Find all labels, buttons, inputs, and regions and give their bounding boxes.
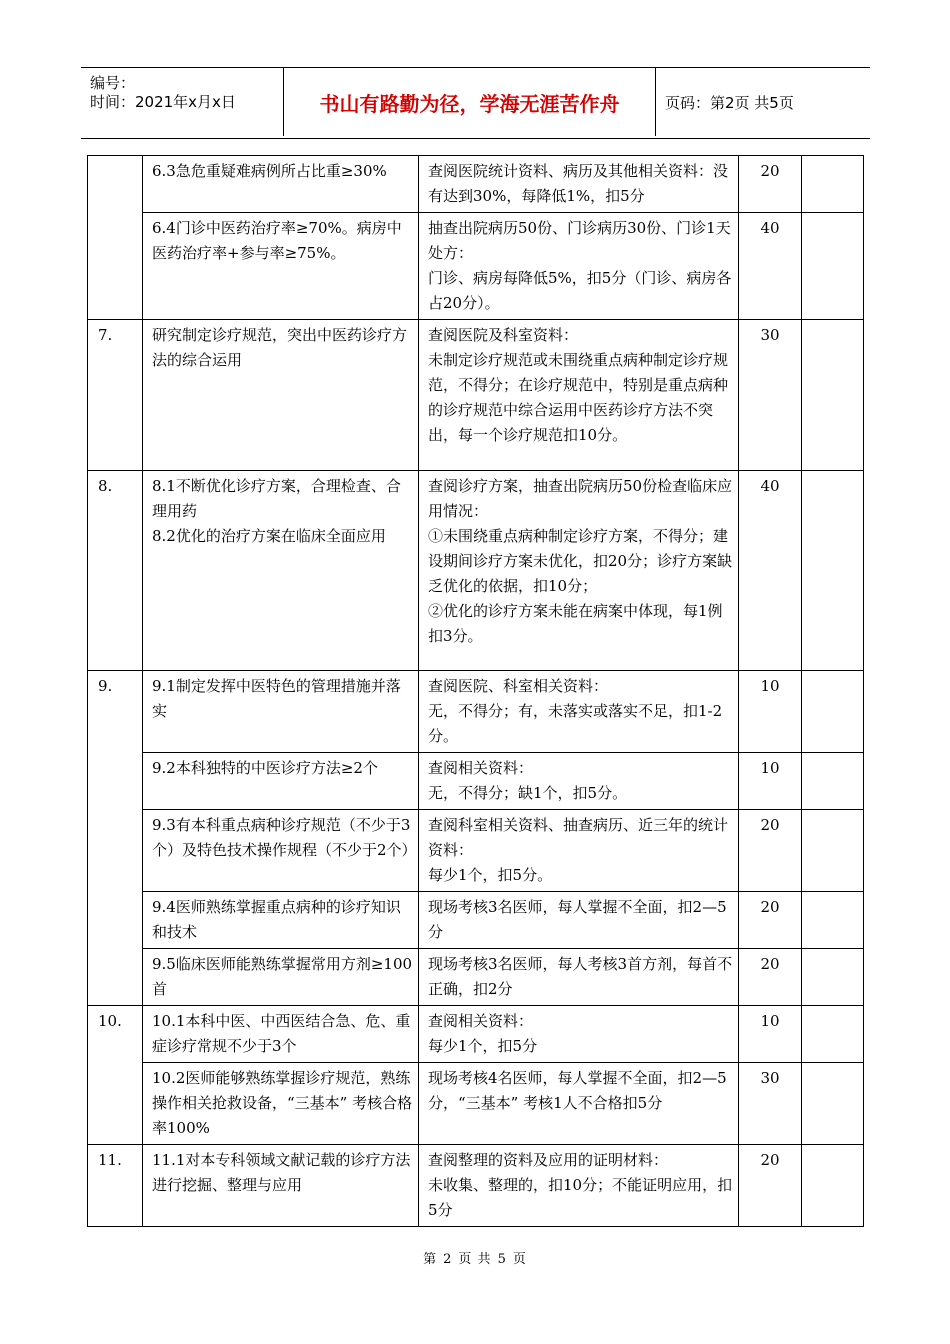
table-row	[88, 753, 864, 810]
method-line: ②优化的诊疗方案未能在病案中体现，每1例扣3分。	[428, 602, 723, 645]
date-label: 时间：2021年x月x日	[90, 93, 236, 111]
actual-score-cell	[802, 753, 864, 810]
method-line: 门诊、病房每降低5%，扣5分（门诊、病房各占20分）。	[428, 269, 732, 312]
score-cell: 40	[739, 471, 802, 671]
footer-current-page: 2	[443, 1252, 453, 1267]
row-number	[88, 156, 143, 320]
table-row	[88, 949, 864, 1006]
method-line: 未收集、整理的，扣10分；不能证明应用，扣5分	[428, 1176, 733, 1219]
table-row	[88, 213, 864, 320]
method-cell	[419, 471, 739, 671]
method-cell	[419, 753, 739, 810]
row-number: 10.	[88, 1006, 143, 1145]
header-page-info: 页码：第2页 共5页	[665, 93, 794, 112]
row-number: 7.	[88, 320, 143, 471]
footer-prefix: 第	[423, 1252, 438, 1267]
page-footer	[0, 1248, 950, 1267]
method-cell	[419, 320, 739, 471]
criterion-cell: 9.1制定发挥中医特色的管理措施并落实	[143, 671, 419, 753]
criterion-cell	[143, 471, 419, 671]
row-number: 9.	[88, 671, 143, 1006]
table-row	[88, 320, 864, 471]
score-cell: 10	[739, 1006, 802, 1063]
method-line: 查阅医院、科室相关资料：	[428, 677, 609, 695]
method-line: ①未围绕重点病种制定诊疗方案，不得分；建设期间诊疗方案未优化，扣20分；诊疗方案缺乏优化的依据，扣10分；	[428, 527, 733, 595]
actual-score-cell	[802, 156, 864, 213]
row-number: 11.	[88, 1145, 143, 1227]
method-line: 未制定诊疗规范或未围绕重点病种制定诊疗规范，不得分；在诊疗规范中，特别是重点病种的诊疗规范中综合运用中医药诊疗方法不突出，每一个诊疗规范扣10分。	[428, 351, 729, 444]
page-header	[81, 67, 870, 139]
score-cell: 20	[739, 892, 802, 949]
method-cell: 现场考核3名医师，每人掌握不全面，扣2—5分	[419, 892, 739, 949]
score-cell: 20	[739, 1145, 802, 1227]
method-line: 查阅科室相关资料、抽查病历、近三年的统计资料：	[428, 816, 729, 859]
row-number: 8.	[88, 471, 143, 671]
criterion-cell: 9.3有本科重点病种诊疗规范（不少于3个）及特色技术操作规程（不少于2个）	[143, 810, 419, 892]
actual-score-cell	[802, 1006, 864, 1063]
actual-score-cell	[802, 949, 864, 1006]
method-line: 查阅诊疗方案，抽查出院病历50份检查临床应用情况：	[428, 477, 733, 520]
actual-score-cell	[802, 1063, 864, 1145]
footer-suffix: 页	[512, 1252, 527, 1267]
actual-score-cell	[802, 1145, 864, 1227]
score-cell: 30	[739, 320, 802, 471]
criterion-cell: 11.1对本专科领域文献记载的诊疗方法进行挖掘、整理与应用	[143, 1145, 419, 1227]
method-line: 查阅医院及科室资料：	[428, 326, 579, 344]
table-row	[88, 671, 864, 753]
method-line: 无，不得分；缺1个，扣5分。	[428, 784, 628, 802]
table-row	[88, 1145, 864, 1227]
criterion-cell: 9.4医师熟练掌握重点病种的诊疗知识和技术	[143, 892, 419, 949]
method-cell	[419, 810, 739, 892]
actual-score-cell	[802, 213, 864, 320]
criterion-cell: 10.1本科中医、中西医结合急、危、重症诊疗常规不少于3个	[143, 1006, 419, 1063]
table-row	[88, 892, 864, 949]
footer-total-pages: 5	[497, 1252, 507, 1267]
method-cell	[419, 1145, 739, 1227]
method-line: 每少1个，扣5分。	[428, 866, 553, 884]
score-cell: 20	[739, 949, 802, 1006]
score-cell: 20	[739, 810, 802, 892]
score-cell: 20	[739, 156, 802, 213]
method-cell: 现场考核3名医师，每人考核3首方剂，每首不正确，扣2分	[419, 949, 739, 1006]
actual-score-cell	[802, 892, 864, 949]
score-cell: 30	[739, 1063, 802, 1145]
method-line: 查阅相关资料：	[428, 759, 534, 777]
footer-mid: 页 共	[458, 1252, 492, 1267]
table-row	[88, 810, 864, 892]
table-row	[88, 156, 864, 213]
criterion-cell: 研究制定诊疗规范，突出中医药诊疗方法的综合运用	[143, 320, 419, 471]
score-cell: 40	[739, 213, 802, 320]
evaluation-table	[87, 155, 864, 1227]
criterion-line: 8.2优化的治疗方案在临床全面应用	[152, 527, 386, 545]
criterion-cell: 6.3急危重疑难病例所占比重≥30%	[143, 156, 419, 213]
score-cell: 10	[739, 671, 802, 753]
table-row	[88, 1006, 864, 1063]
score-cell: 10	[739, 753, 802, 810]
table-row	[88, 471, 864, 671]
code-label: 编号：	[90, 74, 136, 92]
actual-score-cell	[802, 671, 864, 753]
table-row	[88, 1063, 864, 1145]
header-motto: 书山有路勤为径，学海无涯苦作舟	[284, 68, 656, 136]
criterion-cell: 9.2本科独特的中医诊疗方法≥2个	[143, 753, 419, 810]
method-cell: 查阅医院统计资料、病历及其他相关资料：没有达到30%，每降低1%，扣5分	[419, 156, 739, 213]
method-line: 每少1个，扣5分	[428, 1037, 538, 1055]
method-cell	[419, 213, 739, 320]
criterion-cell: 6.4门诊中医药治疗率≥70%。病房中医药治疗率+参与率≥75%。	[143, 213, 419, 320]
actual-score-cell	[802, 471, 864, 671]
criterion-line: 8.1不断优化诊疗方案，合理检查、合理用药	[152, 477, 401, 520]
method-cell	[419, 671, 739, 753]
method-cell: 现场考核4名医师，每人掌握不全面，扣2—5分，“三基本” 考核1人不合格扣5分	[419, 1063, 739, 1145]
method-line: 查阅相关资料：	[428, 1012, 534, 1030]
method-line: 查阅整理的资料及应用的证明材料：	[428, 1151, 669, 1169]
method-cell	[419, 1006, 739, 1063]
criterion-cell: 10.2医师能够熟练掌握诊疗规范，熟练操作相关抢救设备，“三基本” 考核合格率100%	[143, 1063, 419, 1145]
method-line: 抽查出院病历50份、门诊病历30份、门诊1天处方：	[428, 219, 731, 262]
actual-score-cell	[802, 810, 864, 892]
actual-score-cell	[802, 320, 864, 471]
criterion-cell: 9.5临床医师能熟练掌握常用方剂≥100首	[143, 949, 419, 1006]
method-line: 无，不得分；有，未落实或落实不足，扣1-2分。	[428, 702, 723, 745]
header-meta	[81, 68, 284, 136]
